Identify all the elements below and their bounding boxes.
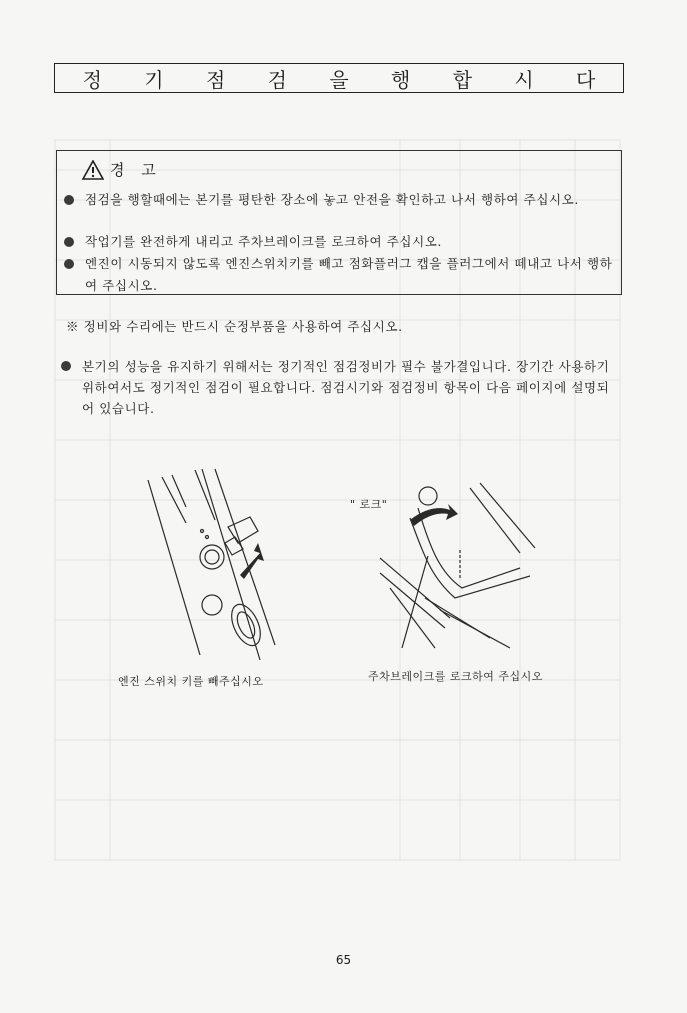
key-removal-illustration bbox=[140, 465, 290, 665]
page-title-box bbox=[54, 63, 624, 93]
parking-brake-illustration bbox=[370, 478, 550, 658]
bullet-dot-icon bbox=[64, 237, 74, 247]
bullet-dot-icon bbox=[64, 195, 74, 205]
key-removal-caption: 엔진 스위치 키를 빼주십시오 bbox=[118, 675, 264, 688]
lock-label: " 로크" bbox=[350, 498, 388, 511]
arrow-icon bbox=[240, 543, 264, 579]
warning-label: 경 고 bbox=[110, 161, 162, 179]
page-number: 65 bbox=[335, 953, 352, 967]
warning-triangle-icon bbox=[82, 160, 104, 180]
page-title: 정 기 점 검 을 행 합 시 다 bbox=[82, 67, 614, 92]
genuine-parts-note: ※ 정비와 수리에는 반드시 순정부품을 사용하여 주십시오. bbox=[66, 319, 403, 334]
warning-box: 경 고 점검을 행할때에는 본기를 평탄한 장소에 놓고 안전을 확인하고 나서 행하여 주십시오. 작업기를 완전하게 내리고 주차브레이크를 로크하여 주십시오. 엔진이 시동되지 않도록 엔진스위치키를 빼고 점화플러그 캡을 플러그에서 떼내고 나서 행하여 주십시오. bbox=[56, 150, 622, 295]
bullet-dot-icon bbox=[64, 259, 74, 269]
warning-heading bbox=[82, 159, 162, 180]
bullet-dot-icon bbox=[61, 361, 71, 371]
parking-brake-caption: 주차브레이크를 로크하여 주십시오 bbox=[368, 670, 543, 683]
curved-arrow-icon bbox=[410, 504, 458, 526]
